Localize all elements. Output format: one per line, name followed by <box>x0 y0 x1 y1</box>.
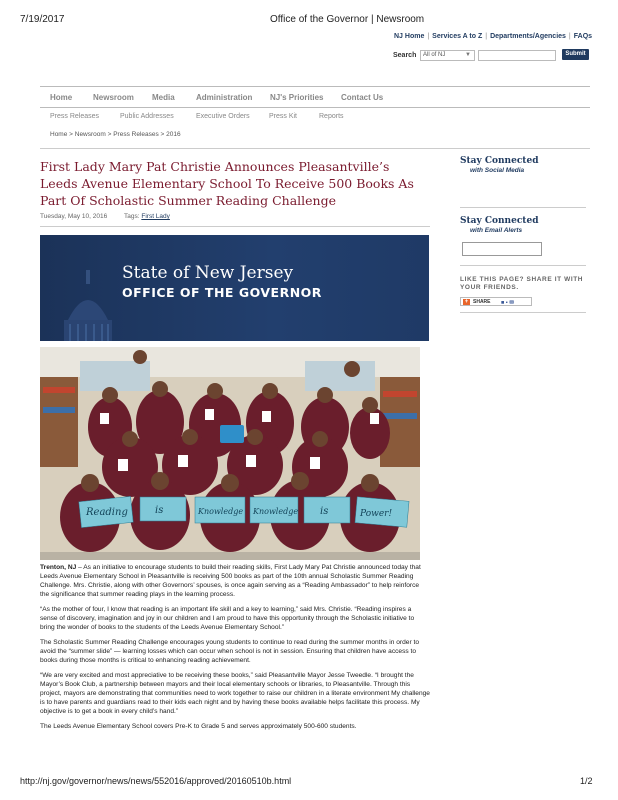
sign-4: Knowledge <box>253 507 299 516</box>
subnav-public-addresses[interactable]: Public Addresses <box>120 113 174 120</box>
paragraph-3: The Scholastic Summer Reading Challenge encourages young students to continue to read during the summer months in order to avoid the “summer slide” — learning losses which can occur when school is not in session. Ensuring that children have access to books during those months is critical to enhancing reading achievement. <box>40 639 419 664</box>
main-nav <box>40 86 590 108</box>
link-faqs[interactable]: FAQs <box>573 33 593 40</box>
nav-media[interactable]: Media <box>152 93 175 102</box>
sidebar-divider-2 <box>460 265 586 266</box>
link-services-a-to-z[interactable]: Services A to Z <box>432 33 483 40</box>
nav-nj-priorities[interactable]: NJ's Priorities <box>270 93 324 102</box>
capitol-dome-icon <box>58 270 118 341</box>
plus-icon: + <box>464 299 469 305</box>
sign-1: Reading <box>86 507 128 518</box>
chevron-down-icon: ▼ <box>465 52 471 58</box>
lead-text: – As an initiative to encourage students to build their reading skills, First Lady Mary Pat Christie announced today that Leeds Avenue Elementary School in Pleasantville is receiving 500 books as part of the 10th annual Scholastic Summer Reading Challenge. Mrs. Christie, along with other Governors’ spouses, is once again serving as a “Reading Ambassador” to help reinforce the significance that summer reading plays in the learning process. <box>40 564 421 598</box>
search-label: Search <box>393 52 417 59</box>
social-media-link[interactable]: with Social Media <box>470 167 525 174</box>
search-submit-button[interactable]: Submit <box>562 49 589 60</box>
social-service-icons: ■ ▪ ✉ <box>501 300 514 306</box>
tags-label: Tags: <box>124 213 140 220</box>
article-body <box>40 563 430 737</box>
utility-links: NJ Home | Services A to Z | Departments/Agencies | FAQs <box>394 33 593 40</box>
email-heading: Stay Connected <box>460 216 539 226</box>
banner-state-name: State of New Jersey <box>122 263 294 283</box>
banner-office-name: OFFICE OF THE GOVERNOR <box>122 285 322 300</box>
email-input[interactable] <box>462 242 542 256</box>
paragraph-lead <box>40 563 430 599</box>
article-photo <box>40 347 420 560</box>
share-button[interactable] <box>460 297 532 306</box>
subnav-executive-orders[interactable]: Executive Orders <box>196 113 250 120</box>
sign-3: Knowledge <box>198 507 244 516</box>
article-tags <box>124 213 170 220</box>
lead-place: Trenton, NJ <box>40 564 77 571</box>
social-heading: Stay Connected <box>460 156 539 166</box>
paragraph-4: “We are very excited and most appreciative to be receiving these books,” said Pleasantville Mayor Jesse Tweedle. “I brought the Mayor’s Book Club, a partnership between mayors and their local elementary schools or libraries, to Pleasantville. Through this project, mayors are demonstrating that communities need to work together to raise our children in a literate environment My challenge is to have parents and guardians read to their kids each night and by having these books available helps facilitate this process. My objective is to get a book in every child’s hand.” <box>40 672 430 715</box>
print-url: http://nj.gov/governor/news/news/552016/approved/20160510b.html <box>20 776 292 786</box>
tag-first-lady[interactable]: First Lady <box>141 213 170 220</box>
article-title: First Lady Mary Pat Christie Announces Pleasantville’s Leeds Avenue Elementary School To Receive 500 Books As Part Of Scholastic Summer Reading Challenge <box>40 159 414 208</box>
print-page-title: Office of the Governor | Newsroom <box>270 14 425 25</box>
search-scope-select[interactable] <box>420 50 475 61</box>
link-departments-agencies[interactable]: Departments/Agencies <box>490 33 566 40</box>
subnav-press-releases[interactable]: Press Releases <box>50 113 100 120</box>
search-scope-value: All of NJ <box>423 52 446 58</box>
governor-banner <box>40 235 429 341</box>
share-label: SHARE <box>473 299 491 305</box>
nav-newsroom[interactable]: Newsroom <box>93 93 134 102</box>
content-divider <box>40 148 590 149</box>
breadcrumb[interactable]: Home > Newsroom > Press Releases > 2016 <box>50 131 181 138</box>
subnav-press-kit[interactable]: Press Kit <box>269 113 298 120</box>
print-date: 7/19/2017 <box>20 14 65 25</box>
subnav-reports[interactable]: Reports <box>319 113 344 120</box>
search-input[interactable] <box>478 50 556 61</box>
paragraph-2: “As the mother of four, I know that reading is an important life skill and a key to learning,” said Mrs. Christie. “Reading inspires a sense of discovery, imagination and joy in our children and I am proud to have this opportunity through the Scholastic initiative to bring the wonder of books to the students of the Leeds Avenue Elementary School.” <box>40 606 415 631</box>
sidebar-divider-3 <box>460 312 586 313</box>
article-date: Tuesday, May 10, 2016 <box>40 213 108 220</box>
link-nj-home[interactable]: NJ Home <box>394 33 425 40</box>
group-photo <box>40 347 420 560</box>
sign-5: is <box>320 506 329 517</box>
email-alerts-link[interactable]: with Email Alerts <box>470 227 523 234</box>
paragraph-5: The Leeds Avenue Elementary School covers Pre-K to Grade 5 and serves approximately 500-600 students. <box>40 723 357 730</box>
share-prompt: LIKE THIS PAGE? SHARE IT WITH YOUR FRIENDS. <box>460 276 584 291</box>
sidebar-divider-1 <box>460 207 586 208</box>
print-page-number: 1/2 <box>580 776 593 786</box>
nav-contact-us[interactable]: Contact Us <box>341 93 384 102</box>
nav-home[interactable]: Home <box>50 93 73 102</box>
sign-6: Power! <box>360 509 393 519</box>
sign-2: is <box>155 505 164 516</box>
article-divider <box>40 226 430 227</box>
nav-administration[interactable]: Administration <box>196 93 253 102</box>
